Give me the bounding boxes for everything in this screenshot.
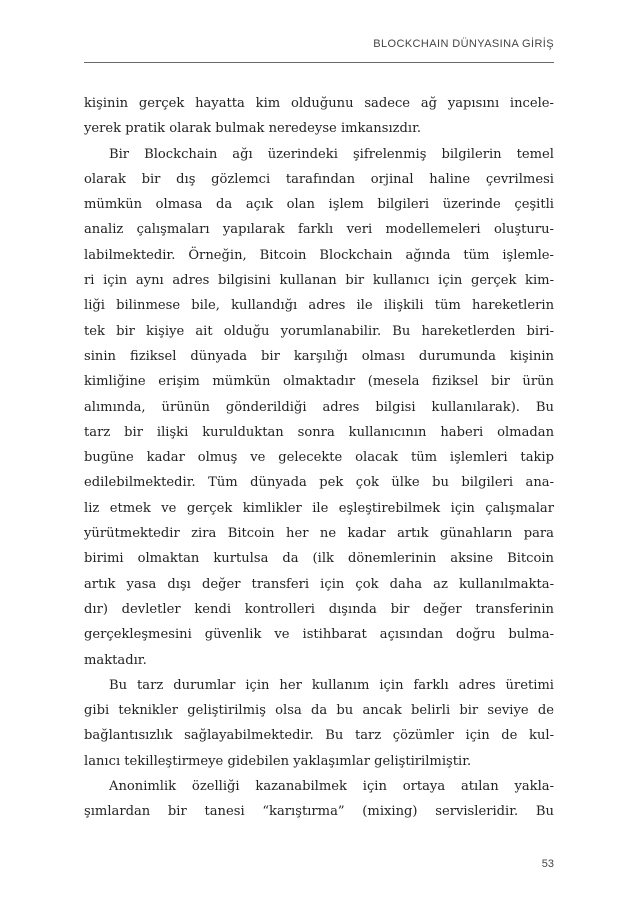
text-line: analiz çalışmaları yapılarak farklı veri modellemeleri oluşturu- xyxy=(84,222,554,238)
running-header: BLOCKCHAIN DÜNYASINA GİRİŞ xyxy=(373,38,554,50)
text-line: tek bir kişiye ait olduğu yorumlanabilir. Bu hareketlerden biri- xyxy=(84,323,554,339)
text-line: dır) devletler kendi kontrolleri dışında bir değer transferinin xyxy=(84,601,554,617)
text-line: bugüne kadar olmuş ve gelecekte olacak tüm işlemleri takip xyxy=(84,450,554,466)
text-line: yürütmektedir zira Bitcoin her ne kadar artık günahların para xyxy=(84,526,554,542)
text-line: alımında, ürünün gönderildiği adres bilgisi kullanılarak). Bu xyxy=(84,399,554,415)
text-line: gerçekleşmesini güvenlik ve istihbarat açısından doğru bulma- xyxy=(84,627,554,643)
text-line: kişinin gerçek hayatta kim olduğunu sadece ağ yapısını incele- xyxy=(84,96,554,111)
text-line: Bu tarz durumlar için her kullanım için farklı adres üretimi xyxy=(109,677,554,693)
text-line: şımlardan bir tanesi “karıştırma” (mixing) servisleridir. Bu xyxy=(84,804,554,820)
text-line: sinin fiziksel dünyada bir karşılığı olması durumunda kişinin xyxy=(84,348,554,364)
text-line: liği bilinmese bile, kullandığı adres ile ilişkili tüm hareketlerin xyxy=(84,298,554,314)
text-line: ri için aynı adres bilgisini kullanan bir kullanıcı için gerçek kim- xyxy=(84,273,554,289)
text-line: mümkün olmasa da açık olan işlem bilgileri üzerinde çeşitli xyxy=(84,197,554,213)
text-line: bağlantısızlık sağlayabilmektedir. Bu tarz çözümler için de kul- xyxy=(84,728,554,744)
text-line: lanıcı tekilleştirmeye gidebilen yaklaşımlar geliştirilmiştir. xyxy=(84,753,472,769)
text-line: birimi olmaktan kurtulsa da (ilk dönemlerinin aksine Bitcoin xyxy=(84,551,554,567)
text-line: Bir Blockchain ağı üzerindeki şifrelenmiş bilgilerin temel xyxy=(109,146,554,162)
text-line: olarak bir dış gözlemci tarafından orjinal haline çevrilmesi xyxy=(84,171,554,187)
text-line: tarz bir ilişki kurulduktan sonra kullanıcının haberi olmadan xyxy=(84,424,554,440)
text-line: labilmektedir. Örneğin, Bitcoin Blockchain ağında tüm işlemle- xyxy=(84,247,554,263)
text-line: edilebilmektedir. Tüm dünyada pek çok ülke bu bilgileri ana- xyxy=(84,475,554,491)
page-number: 53 xyxy=(541,858,554,870)
text-line: yerek pratik olarak bulmak neredeyse imkansızdır. xyxy=(84,121,422,137)
text-line: Anonimlik özelliği kazanabilmek için ortaya atılan yakla- xyxy=(109,779,554,795)
text-line: kimliğine erişim mümkün olmaktadır (mesela fiziksel bir ürün xyxy=(84,374,554,390)
body-text xyxy=(84,91,554,825)
text-line: artık yasa dışı değer transferi için çok daha az kullanılmakta- xyxy=(84,576,554,592)
text-line: maktadır. xyxy=(84,652,147,668)
text-line: gibi teknikler geliştirilmiş olsa da bu ancak belirli bir seviye de xyxy=(84,703,554,719)
text-line: liz etmek ve gerçek kimlikler ile eşleştirebilmek için çalışmalar xyxy=(84,500,554,516)
header-rule xyxy=(84,62,554,63)
